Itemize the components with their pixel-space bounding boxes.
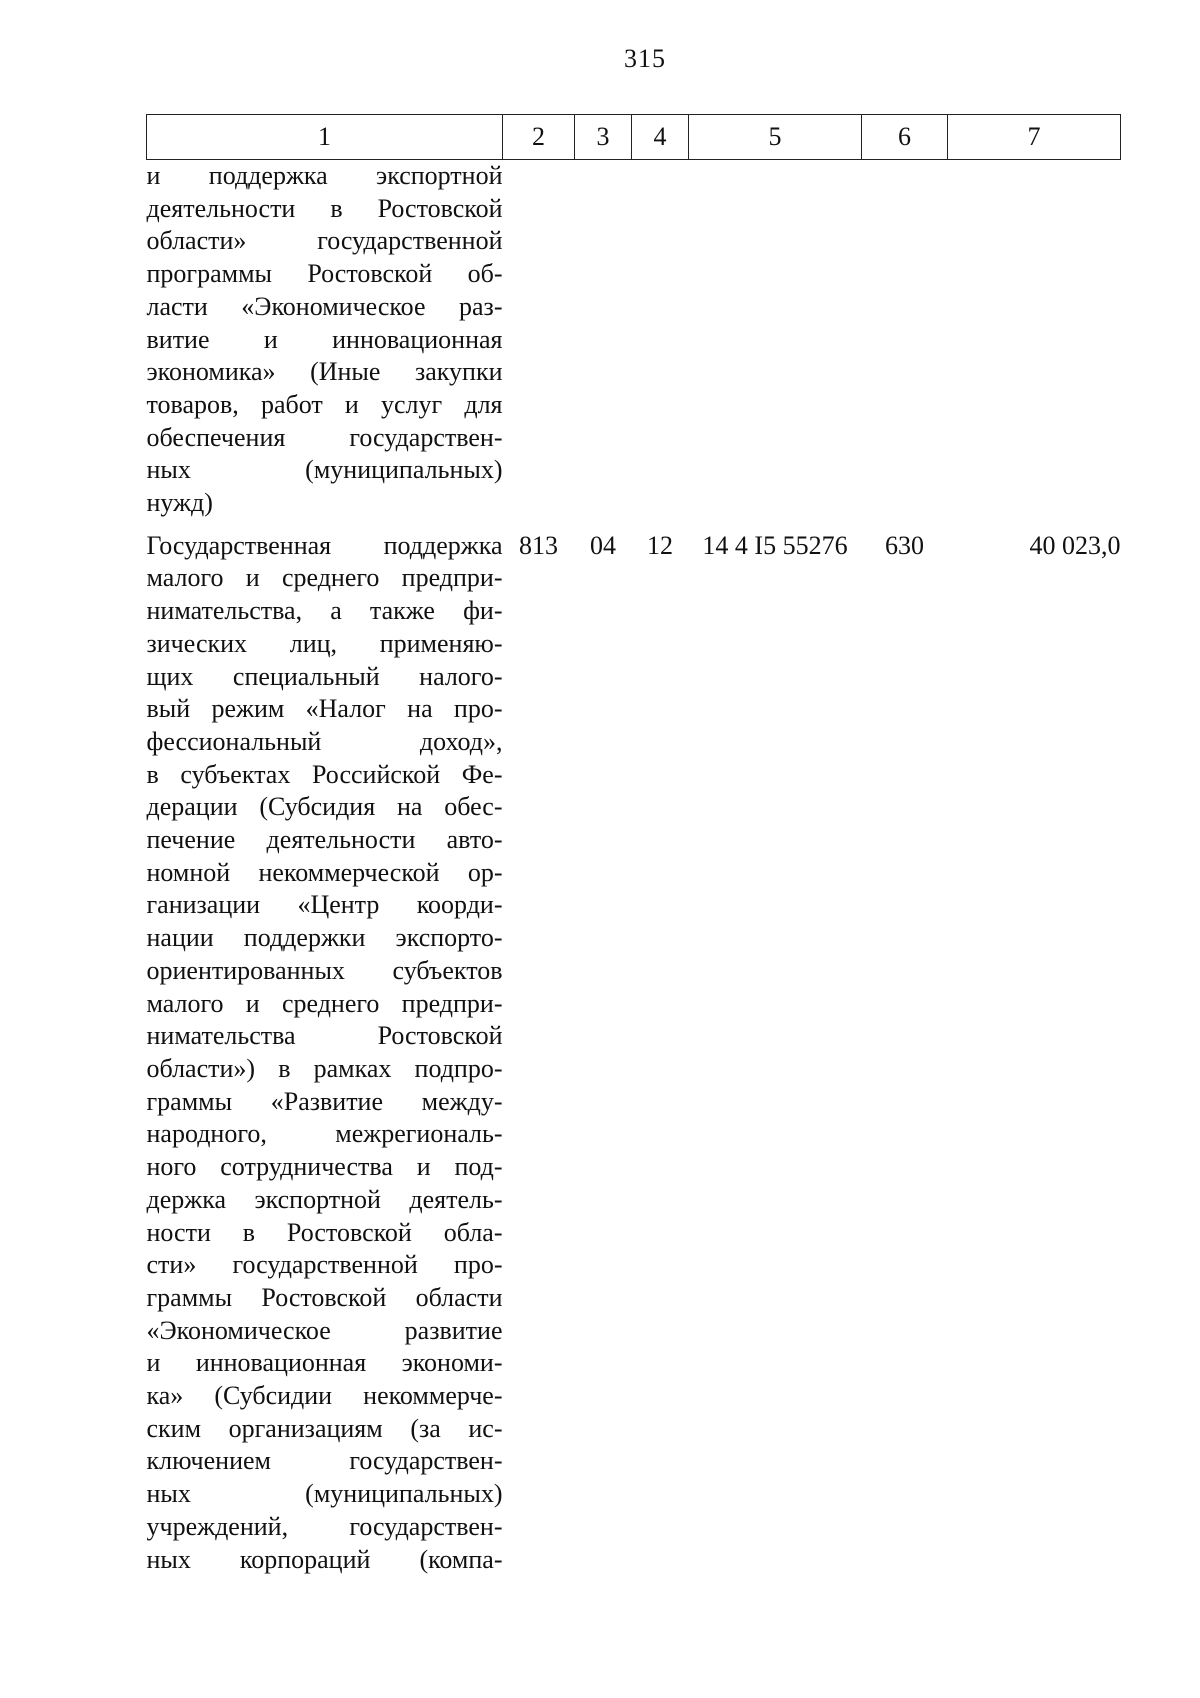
- cell-section: [575, 160, 632, 530]
- text-line: и инновационная экономи-: [146, 1348, 503, 1378]
- text-line: номной некоммерческой ор-: [146, 857, 503, 887]
- text-line: и поддержка экспортной: [146, 161, 503, 190]
- text-line: ных (муниципальных): [146, 455, 503, 485]
- text-line: малого и среднего предпри-: [146, 988, 503, 1018]
- text-line: нужд): [146, 488, 213, 518]
- text-line: народного, межрегиональ-: [146, 1119, 503, 1149]
- text-line: витие и инновационная: [146, 324, 503, 354]
- text-line: ных (муниципальных): [146, 1479, 503, 1509]
- cell-subsection: [632, 160, 689, 530]
- budget-table: [146, 114, 1121, 1576]
- text-line: экономика» (Иные закупки: [146, 357, 503, 387]
- header-row: [147, 115, 1121, 160]
- cell-amount: [948, 160, 1121, 530]
- cell-expense-type: [862, 160, 948, 530]
- text-line: деятельности в Ростовской: [146, 193, 503, 223]
- text-line: вый режим «Налог на про-: [146, 694, 503, 724]
- text-line: нимательства Ростовской: [146, 1021, 503, 1051]
- text-line: обеспечения государствен-: [146, 422, 503, 452]
- text-line: в субъектах Российской Фе-: [146, 759, 503, 789]
- cell-section: 04: [590, 530, 616, 560]
- text-line: программы Ростовской об-: [146, 259, 503, 289]
- text-line: держка экспортной деятель-: [146, 1184, 503, 1214]
- text-line: ориентированных субъектов: [146, 955, 503, 985]
- cell-target-article: 14 4 I5 55276: [702, 530, 848, 560]
- text-line: сти» государственной про-: [146, 1250, 503, 1280]
- col-header-5: 5: [689, 115, 862, 160]
- row-name: [147, 160, 503, 530]
- col-header-6: 6: [862, 115, 948, 160]
- cell-expense-type: 630: [885, 530, 924, 560]
- text-line: ных корпораций (компа-: [146, 1544, 503, 1574]
- text-line: нимательства, а также фи-: [146, 596, 503, 626]
- col-header-3: 3: [575, 115, 632, 160]
- cell-amount: 40 023,0: [1029, 530, 1121, 560]
- cell-subsection: 12: [647, 530, 673, 560]
- col-header-4: 4: [632, 115, 689, 160]
- row-name: [147, 530, 503, 1577]
- cell-admin-code: 813: [519, 530, 558, 560]
- text-line: фессиональный доход»,: [146, 726, 503, 756]
- cell-admin-code: [503, 160, 575, 530]
- table-row: [147, 160, 1121, 530]
- col-header-2: 2: [503, 115, 575, 160]
- text-line: учреждений, государствен-: [146, 1511, 503, 1541]
- page-number: 315: [624, 44, 666, 73]
- text-line: товаров, работ и услуг для: [146, 389, 503, 419]
- col-header-1: 1: [147, 115, 503, 160]
- table-row: [147, 530, 1121, 1577]
- text-line: Государственная поддержка: [146, 530, 503, 560]
- text-line: области») в рамках подпро-: [146, 1053, 503, 1083]
- text-line: граммы «Развитие между-: [146, 1086, 503, 1116]
- text-line: нации поддержки экспорто-: [146, 923, 503, 953]
- text-line: ганизации «Центр коорди-: [146, 890, 503, 920]
- text-line: щих специальный налого-: [146, 661, 503, 691]
- text-line: ласти «Экономическое раз-: [146, 291, 503, 321]
- text-line: области» государственной: [146, 226, 503, 256]
- text-line: дерации (Субсидия на обес-: [146, 792, 503, 822]
- text-line: зических лиц, применяю-: [146, 628, 503, 658]
- text-line: ка» (Субсидии некоммерче-: [146, 1381, 503, 1411]
- text-line: «Экономическое развитие: [146, 1315, 503, 1345]
- text-line: ного сотрудничества и под-: [146, 1152, 503, 1182]
- text-line: ключением государствен-: [146, 1446, 503, 1476]
- text-line: ским организациям (за ис-: [146, 1413, 503, 1443]
- cell-target-article: [689, 160, 862, 530]
- text-line: ности в Ростовской обла-: [146, 1217, 503, 1247]
- text-line: граммы Ростовской области: [146, 1282, 503, 1312]
- text-line: печение деятельности авто-: [146, 825, 503, 855]
- text-line: малого и среднего предпри-: [146, 563, 503, 593]
- col-header-7: 7: [948, 115, 1121, 160]
